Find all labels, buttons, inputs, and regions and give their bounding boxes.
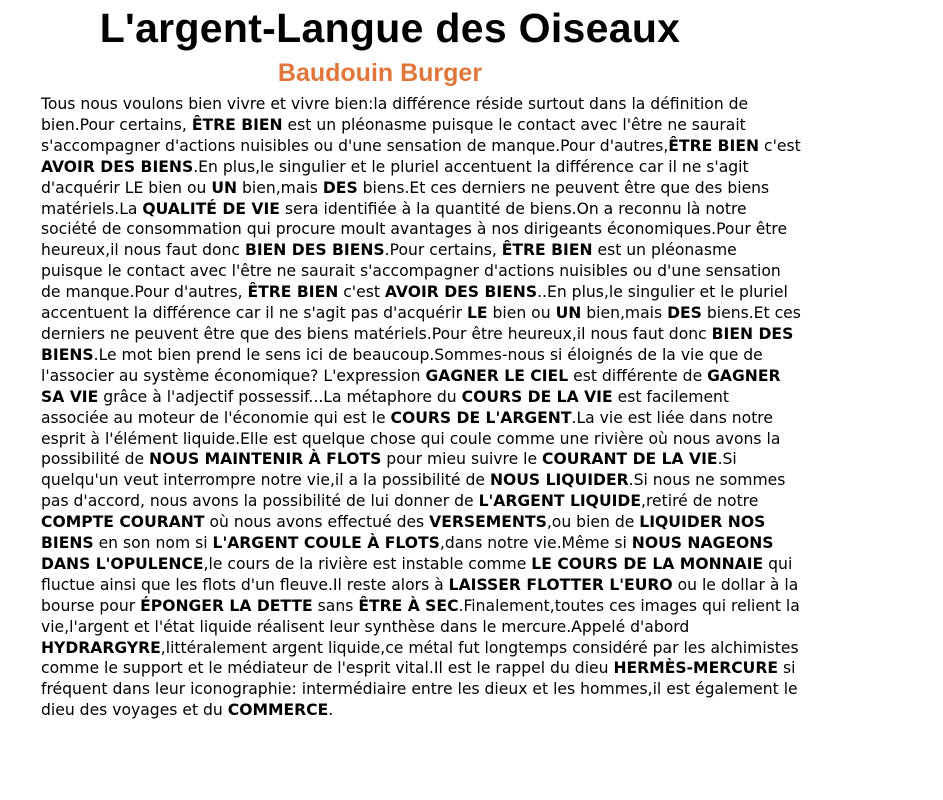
text-run: . <box>328 701 334 720</box>
emphasized-phrase: GAGNER SA VIE <box>41 366 781 406</box>
emphasized-phrase: L'ARGENT COULE À FLOTS <box>212 534 440 553</box>
text-run: si fréquent dans leur iconographie: intermédiaire entre les dieux et les hommes,il est également le dieu des voyages et du <box>41 659 798 720</box>
text-run: est un pléonasme puisque le contact avec l'être ne saurait s'accompagner d'actions nuisibles ou d'une sensation de manque.Pour d'autres, <box>41 241 781 302</box>
text-run: est un pléonasme puisque le contact avec l'être ne saurait s'accompagner d'actions nuisibles ou d'une sensation de manque.Pour d'autres, <box>41 115 746 155</box>
emphasized-phrase: BIEN DES BIENS <box>41 324 794 364</box>
emphasized-phrase: COMMERCE <box>227 701 329 720</box>
text-run: .La vie est liée dans notre esprit à l'élément liquide.Elle est quelque chose qui coule comme une rivière où nous avons la possibilité de <box>41 408 781 469</box>
emphasized-phrase: VERSEMENTS <box>429 513 547 532</box>
emphasized-phrase: COURANT DE LA VIE <box>542 450 718 469</box>
text-run: sans <box>312 596 359 615</box>
emphasized-phrase: AVOIR DES BIENS <box>384 283 538 302</box>
page-title: L'argent-Langue des Oiseaux <box>99 5 681 51</box>
emphasized-phrase: ÉPONGER LA DETTE <box>140 596 313 615</box>
text-run: bien,mais <box>237 178 323 197</box>
emphasized-phrase: ÊTRE À SEC <box>358 596 459 615</box>
emphasized-phrase: AVOIR DES BIENS <box>41 157 194 176</box>
text-run: biens.Et ces derniers ne peuvent être que des biens matériels.La <box>41 178 770 218</box>
emphasized-phrase: UN <box>211 178 238 197</box>
text-run: sera identifiée à la quantité de biens.On a reconnu là notre société de consommation qui procure moult avantages à nos dirigeants économiques.Pour être heureux,il nous faut donc <box>41 199 788 260</box>
emphasized-phrase: BIEN DES BIENS <box>244 241 385 260</box>
emphasized-phrase: HYDRARGYRE <box>41 638 161 657</box>
text-run: biens.Et ces derniers ne peuvent être que des biens matériels.Pour être heureux,il nous faut donc <box>41 304 801 343</box>
text-run: ,le cours de la rivière est instable comme <box>203 554 532 573</box>
text-run: Tous nous voulons bien vivre et vivre bien:la différence réside surtout dans la définition de bien.Pour certains, <box>41 95 749 134</box>
emphasized-phrase: NOUS MAINTENIR À FLOTS <box>149 450 382 469</box>
text-run: qui fluctue ainsi que les flots d'un fleuve.Il reste alors à <box>41 554 793 594</box>
emphasized-phrase: COURS DE L'ARGENT <box>390 408 572 427</box>
emphasized-phrase: LE COURS DE LA MONNAIE <box>531 554 764 573</box>
body-paragraph <box>41 94 801 721</box>
emphasized-phrase: NOUS LIQUIDER <box>489 471 629 490</box>
text-run: ,littéralement argent liquide,ce métal fut longtemps considéré par les alchimistes comme le support et le médiateur de l'esprit vital.Il est le rappel du dieu <box>41 638 799 678</box>
author-name: Baudouin Burger <box>277 59 483 87</box>
emphasized-phrase: COMPTE COURANT <box>41 513 205 532</box>
text-run: .Si quelqu'un veut interrompre notre vie,il a la possibilité de <box>41 450 737 490</box>
emphasized-phrase: LIQUIDER NOS BIENS <box>41 513 766 553</box>
emphasized-phrase: QUALITÉ DE VIE <box>142 199 280 218</box>
emphasized-phrase: LE <box>466 304 488 323</box>
emphasized-phrase: L'ARGENT LIQUIDE <box>478 492 642 511</box>
text-run: pour mieu suivre le <box>381 450 543 469</box>
text-run: où nous avons effectué des <box>204 513 430 532</box>
emphasized-phrase: DES <box>667 304 702 323</box>
emphasized-phrase: NOUS NAGEONS DANS L'OPULENCE <box>41 534 774 573</box>
text-run: grâce à l'adjectif possessif...La métaphore du <box>98 387 462 406</box>
emphasized-phrase: ÊTRE BIEN <box>191 115 283 134</box>
emphasized-phrase: ÊTRE BIEN <box>501 241 593 260</box>
text-run: c'est <box>759 136 801 155</box>
text-run: est facilement associée au moteur de l'économie qui est le <box>41 387 730 427</box>
text-run: .En plus,le singulier et le pluriel accentuent la différence car il ne s'agit d'acquérir LE bien ou <box>41 157 749 197</box>
text-run: ou le dollar à la bourse pour <box>41 575 799 615</box>
text-run: ,ou bien de <box>546 513 640 532</box>
text-run: .Finalement,toutes ces images qui relient la vie,l'argent et l'état liquide réalisent leur synthèse dans le mercure.Appelé d'abord <box>41 596 800 636</box>
emphasized-phrase: HERMÈS-MERCURE <box>613 659 778 678</box>
emphasized-phrase: LAISSER FLOTTER L'EURO <box>448 575 673 594</box>
text-run: est différente de <box>568 366 708 385</box>
text-run: .Si nous ne sommes pas d'accord, nous avons la possibilité de lui donner de <box>41 471 786 511</box>
emphasized-phrase: DES <box>322 178 358 197</box>
emphasized-phrase: COURS DE LA VIE <box>461 387 613 406</box>
text-run: ..En plus,le singulier et le pluriel accentuent la différence car il ne s'agit pas d'acquérir <box>41 283 788 323</box>
text-run: c'est <box>338 283 385 302</box>
text-run: bien,mais <box>581 304 668 323</box>
text-run: bien ou <box>487 304 556 323</box>
text-run: ,retiré de notre <box>641 492 759 511</box>
text-run: en son nom si <box>93 534 213 553</box>
text-run: .Le mot bien prend le sens ici de beaucoup.Sommes-nous si éloignés de la vie que de l'associer au système économique? L'expression <box>41 345 763 385</box>
text-run: .Pour certains, <box>384 241 502 260</box>
emphasized-phrase: UN <box>555 304 582 323</box>
text-run: ,dans notre vie.Même si <box>439 534 632 553</box>
emphasized-phrase: GAGNER LE CIEL <box>425 366 569 385</box>
emphasized-phrase: ÊTRE BIEN <box>668 136 760 155</box>
emphasized-phrase: ÊTRE BIEN <box>247 283 339 302</box>
